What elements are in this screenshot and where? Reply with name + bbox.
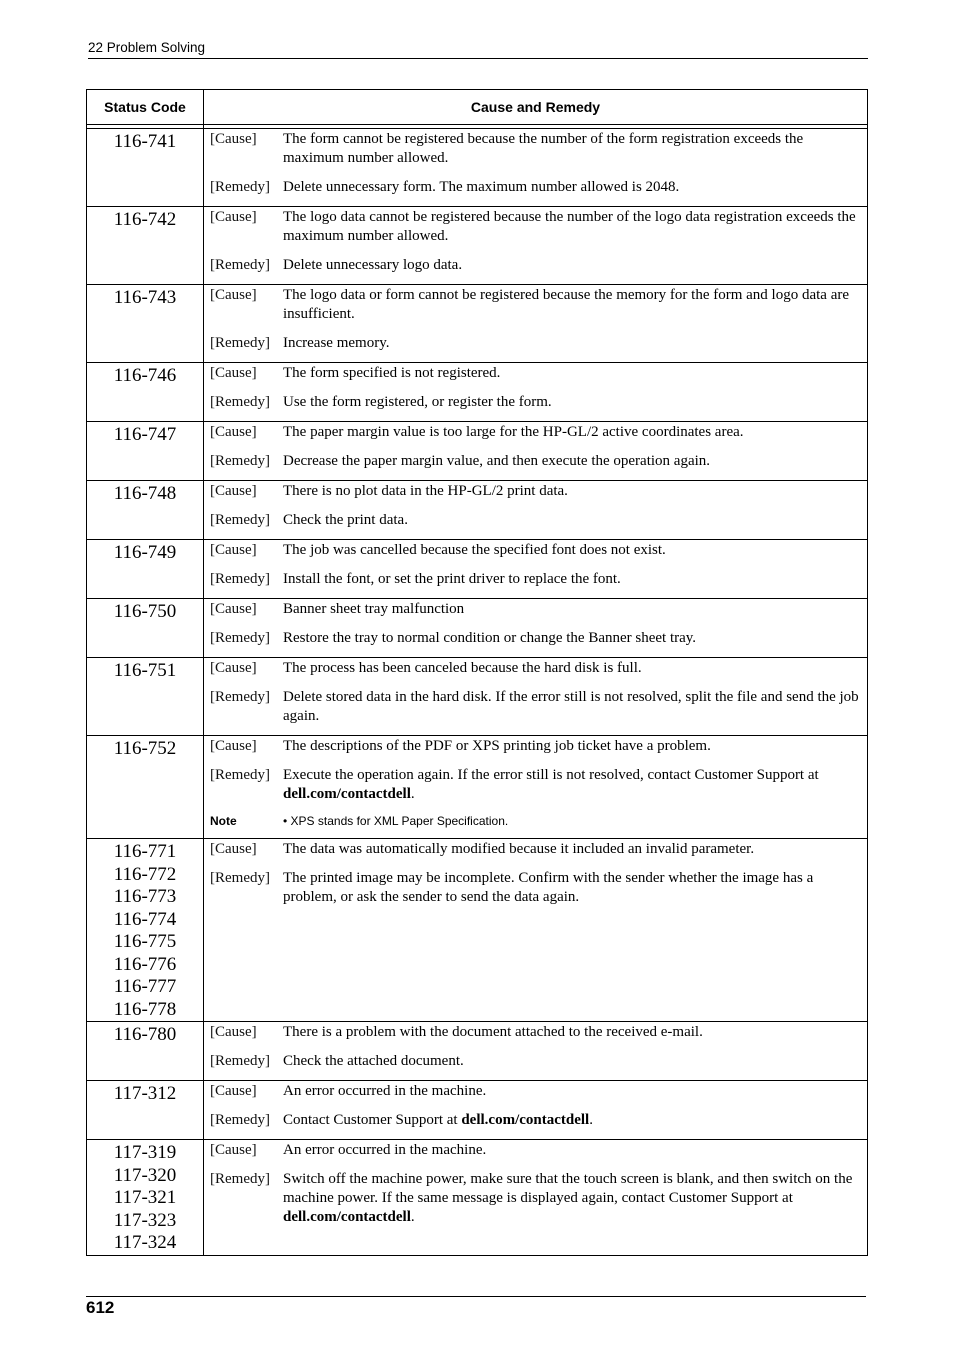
remedy-text: Check the attached document. bbox=[283, 1053, 464, 1069]
remedy-text-end: . bbox=[589, 1112, 593, 1128]
remedy-text: Delete unnecessary form. The maximum number allowed is 2048. bbox=[283, 179, 680, 195]
support-link[interactable]: dell.com/contactdell bbox=[283, 1209, 411, 1225]
cause-remedy-column-header: Cause and Remedy bbox=[204, 90, 868, 125]
status-code: 116-774 bbox=[113, 908, 177, 930]
remedy-entry bbox=[210, 1170, 859, 1227]
footer-divider bbox=[86, 1296, 866, 1297]
status-code: 116-752 bbox=[113, 738, 177, 759]
status-code: 116-775 bbox=[113, 931, 177, 952]
remedy-text: Delete unnecessary logo data. bbox=[283, 257, 463, 273]
cause-remedy-cell bbox=[204, 658, 868, 736]
cause-text: There is no plot data in the HP-GL/2 print data. bbox=[283, 483, 568, 499]
status-code: 116-772 bbox=[113, 863, 177, 885]
cause-remedy-cell bbox=[204, 1140, 868, 1256]
remedy-text: Increase memory. bbox=[283, 335, 390, 351]
cause-label: [Cause] bbox=[210, 1024, 257, 1040]
remedy-label: [Remedy] bbox=[210, 630, 270, 646]
cause-label: [Cause] bbox=[210, 738, 257, 754]
remedy-label: [Remedy] bbox=[210, 512, 270, 528]
remedy-label: [Remedy] bbox=[210, 257, 270, 273]
remedy-text: The printed image may be incomplete. Confirm with the sender whether the image has a problem, or ask the sender to send the data again. bbox=[283, 870, 814, 905]
cause-label: [Cause] bbox=[210, 209, 257, 225]
cause-entry bbox=[210, 364, 859, 383]
cause-text: An error occurred in the machine. bbox=[283, 1142, 487, 1158]
section-header: 22 Problem Solving bbox=[88, 40, 868, 59]
remedy-label: [Remedy] bbox=[210, 689, 270, 705]
status-code: 116-747 bbox=[113, 424, 177, 445]
table-header-row bbox=[87, 90, 868, 125]
remedy-entry bbox=[210, 178, 859, 197]
table-row bbox=[87, 1140, 868, 1256]
status-code: 117-323 bbox=[113, 1209, 177, 1231]
cause-label: [Cause] bbox=[210, 1083, 257, 1099]
page-number: 612 bbox=[86, 1298, 115, 1317]
remedy-entry bbox=[210, 334, 859, 353]
remedy-label: [Remedy] bbox=[210, 179, 270, 195]
cause-remedy-cell bbox=[204, 285, 868, 363]
status-code-cell bbox=[87, 599, 204, 658]
remedy-label: [Remedy] bbox=[210, 571, 270, 587]
remedy-text: Decrease the paper margin value, and then execute the operation again. bbox=[283, 453, 711, 469]
status-code: 116-773 bbox=[113, 886, 177, 907]
cause-remedy-cell bbox=[204, 422, 868, 481]
note-text: • XPS stands for XML Paper Specification. bbox=[283, 814, 509, 828]
remedy-text: Use the form registered, or register the form. bbox=[283, 394, 552, 410]
remedy-entry bbox=[210, 688, 859, 726]
cause-label: [Cause] bbox=[210, 287, 257, 303]
table-row bbox=[87, 129, 868, 207]
cause-entry bbox=[210, 482, 859, 501]
support-link[interactable]: dell.com/contactdell bbox=[461, 1112, 590, 1128]
cause-text: The logo data or form cannot be registered because the memory for the form and logo data are insufficient. bbox=[283, 287, 850, 322]
cause-label: [Cause] bbox=[210, 424, 257, 440]
cause-entry bbox=[210, 1082, 859, 1101]
note-entry bbox=[210, 814, 859, 829]
status-code-cell bbox=[87, 481, 204, 540]
table-row bbox=[87, 285, 868, 363]
cause-text: The form cannot be registered because the number of the form registration exceeds the maximum number allowed. bbox=[283, 131, 804, 166]
remedy-entry bbox=[210, 1111, 859, 1130]
cause-label: [Cause] bbox=[210, 365, 257, 381]
cause-text: The job was cancelled because the specified font does not exist. bbox=[283, 542, 666, 558]
status-code-column-header: Status Code bbox=[87, 90, 204, 125]
cause-text: Banner sheet tray malfunction bbox=[283, 601, 465, 617]
table-row bbox=[87, 736, 868, 839]
remedy-entry bbox=[210, 511, 859, 530]
status-code-cell bbox=[87, 129, 204, 207]
remedy-entry bbox=[210, 766, 859, 804]
remedy-text: Delete stored data in the hard disk. If the error still is not resolved, split the file and send the job again. bbox=[283, 689, 859, 724]
cause-entry bbox=[210, 1023, 859, 1042]
status-code: 116-749 bbox=[113, 542, 177, 563]
cause-entry bbox=[210, 286, 859, 324]
remedy-text-start: Execute the operation again. If the error still is not resolved, contact Customer Support at bbox=[283, 767, 819, 783]
status-code: 116-742 bbox=[113, 209, 177, 230]
cause-remedy-cell bbox=[204, 540, 868, 599]
remedy-text bbox=[283, 1111, 859, 1130]
remedy-label: [Remedy] bbox=[210, 1112, 270, 1128]
cause-label: [Cause] bbox=[210, 841, 257, 857]
status-code-cell bbox=[87, 540, 204, 599]
cause-text: The form specified is not registered. bbox=[283, 365, 501, 381]
cause-label: [Cause] bbox=[210, 542, 257, 558]
table-row bbox=[87, 1022, 868, 1081]
remedy-text-end: . bbox=[410, 1209, 415, 1225]
status-code-cell bbox=[87, 658, 204, 736]
cause-label: [Cause] bbox=[210, 131, 257, 147]
cause-remedy-cell bbox=[204, 1022, 868, 1081]
status-code-cell bbox=[87, 736, 204, 839]
remedy-entry bbox=[210, 393, 859, 412]
cause-label: [Cause] bbox=[210, 601, 257, 617]
status-code: 116-741 bbox=[113, 131, 177, 152]
status-code: 116-780 bbox=[113, 1024, 177, 1045]
cause-entry bbox=[210, 737, 859, 756]
table-row bbox=[87, 422, 868, 481]
cause-remedy-cell bbox=[204, 207, 868, 285]
remedy-entry bbox=[210, 869, 859, 907]
remedy-label: [Remedy] bbox=[210, 394, 270, 410]
remedy-entry bbox=[210, 629, 859, 648]
status-code: 117-312 bbox=[113, 1083, 177, 1104]
status-code-cell bbox=[87, 422, 204, 481]
status-code: 117-320 bbox=[113, 1164, 177, 1186]
table-row bbox=[87, 658, 868, 736]
status-code: 116-776 bbox=[113, 953, 177, 975]
status-code: 116-750 bbox=[113, 601, 177, 622]
cause-entry bbox=[210, 130, 859, 168]
cause-text: The paper margin value is too large for the HP-GL/2 active coordinates area. bbox=[283, 424, 744, 440]
cause-remedy-cell bbox=[204, 129, 868, 207]
table-row bbox=[87, 363, 868, 422]
table-row bbox=[87, 540, 868, 599]
cause-remedy-cell bbox=[204, 481, 868, 540]
status-code-cell bbox=[87, 207, 204, 285]
status-code: 116-751 bbox=[113, 660, 177, 681]
remedy-text-start: Switch off the machine power, make sure that the touch screen is blank, and then switch on the machine power. If the same message is displayed again, contact Customer Support at bbox=[283, 1171, 853, 1206]
remedy-text-end: . bbox=[410, 786, 415, 802]
cause-text: There is a problem with the document attached to the received e-mail. bbox=[283, 1024, 703, 1040]
remedy-entry bbox=[210, 452, 859, 471]
status-code: 117-319 bbox=[113, 1142, 177, 1163]
cause-text: The logo data cannot be registered because the number of the logo data registration exceeds the maximum number allowed. bbox=[283, 209, 856, 244]
cause-entry bbox=[210, 208, 859, 246]
remedy-label: [Remedy] bbox=[210, 1053, 270, 1069]
remedy-label: [Remedy] bbox=[210, 453, 270, 469]
status-code-cell bbox=[87, 839, 204, 1022]
table-row bbox=[87, 839, 868, 1022]
status-code: 117-321 bbox=[113, 1187, 177, 1208]
status-code-cell bbox=[87, 1140, 204, 1256]
status-code: 117-324 bbox=[113, 1232, 177, 1253]
cause-remedy-cell bbox=[204, 839, 868, 1022]
remedy-entry bbox=[210, 256, 859, 275]
remedy-entry bbox=[210, 1052, 859, 1071]
remedy-label: [Remedy] bbox=[210, 335, 270, 351]
status-code-cell bbox=[87, 363, 204, 422]
status-code: 116-778 bbox=[113, 998, 177, 1020]
cause-text: The data was automatically modified because it included an invalid parameter. bbox=[283, 841, 755, 857]
cause-label: [Cause] bbox=[210, 1142, 257, 1158]
cause-remedy-cell bbox=[204, 736, 868, 839]
cause-entry bbox=[210, 840, 859, 859]
cause-remedy-cell bbox=[204, 599, 868, 658]
support-link[interactable]: dell.com/contactdell bbox=[283, 786, 411, 802]
remedy-text: Restore the tray to normal condition or change the Banner sheet tray. bbox=[283, 630, 697, 646]
remedy-label: [Remedy] bbox=[210, 767, 270, 783]
cause-text: The descriptions of the PDF or XPS printing job ticket have a problem. bbox=[283, 738, 711, 754]
remedy-text bbox=[283, 1170, 859, 1227]
remedy-text bbox=[283, 766, 859, 804]
table-row bbox=[87, 481, 868, 540]
cause-text: The process has been canceled because the hard disk is full. bbox=[283, 660, 642, 676]
cause-label: [Cause] bbox=[210, 483, 257, 499]
cause-label: [Cause] bbox=[210, 660, 257, 676]
cause-entry bbox=[210, 423, 859, 442]
status-code: 116-777 bbox=[113, 976, 177, 997]
cause-entry bbox=[210, 600, 859, 619]
status-code-cell bbox=[87, 1081, 204, 1140]
status-code: 116-743 bbox=[113, 287, 177, 308]
table-row bbox=[87, 207, 868, 285]
remedy-label: [Remedy] bbox=[210, 870, 270, 886]
table-row bbox=[87, 1081, 868, 1140]
remedy-entry bbox=[210, 570, 859, 589]
status-code-cell bbox=[87, 285, 204, 363]
status-code-cell bbox=[87, 1022, 204, 1081]
remedy-label: [Remedy] bbox=[210, 1171, 270, 1187]
cause-entry bbox=[210, 1141, 859, 1160]
status-code: 116-746 bbox=[113, 365, 177, 386]
status-code: 116-748 bbox=[113, 483, 177, 504]
note-label: Note bbox=[210, 814, 237, 828]
cause-entry bbox=[210, 659, 859, 678]
remedy-text: Install the font, or set the print driver to replace the font. bbox=[283, 571, 621, 587]
cause-text: An error occurred in the machine. bbox=[283, 1083, 487, 1099]
remedy-text: Check the print data. bbox=[283, 512, 408, 528]
cause-remedy-cell bbox=[204, 363, 868, 422]
cause-remedy-cell bbox=[204, 1081, 868, 1140]
table-row bbox=[87, 599, 868, 658]
remedy-text-start: Contact Customer Support at bbox=[283, 1112, 462, 1128]
status-code-table bbox=[86, 89, 868, 1256]
status-code: 116-771 bbox=[113, 841, 177, 862]
cause-entry bbox=[210, 541, 859, 560]
